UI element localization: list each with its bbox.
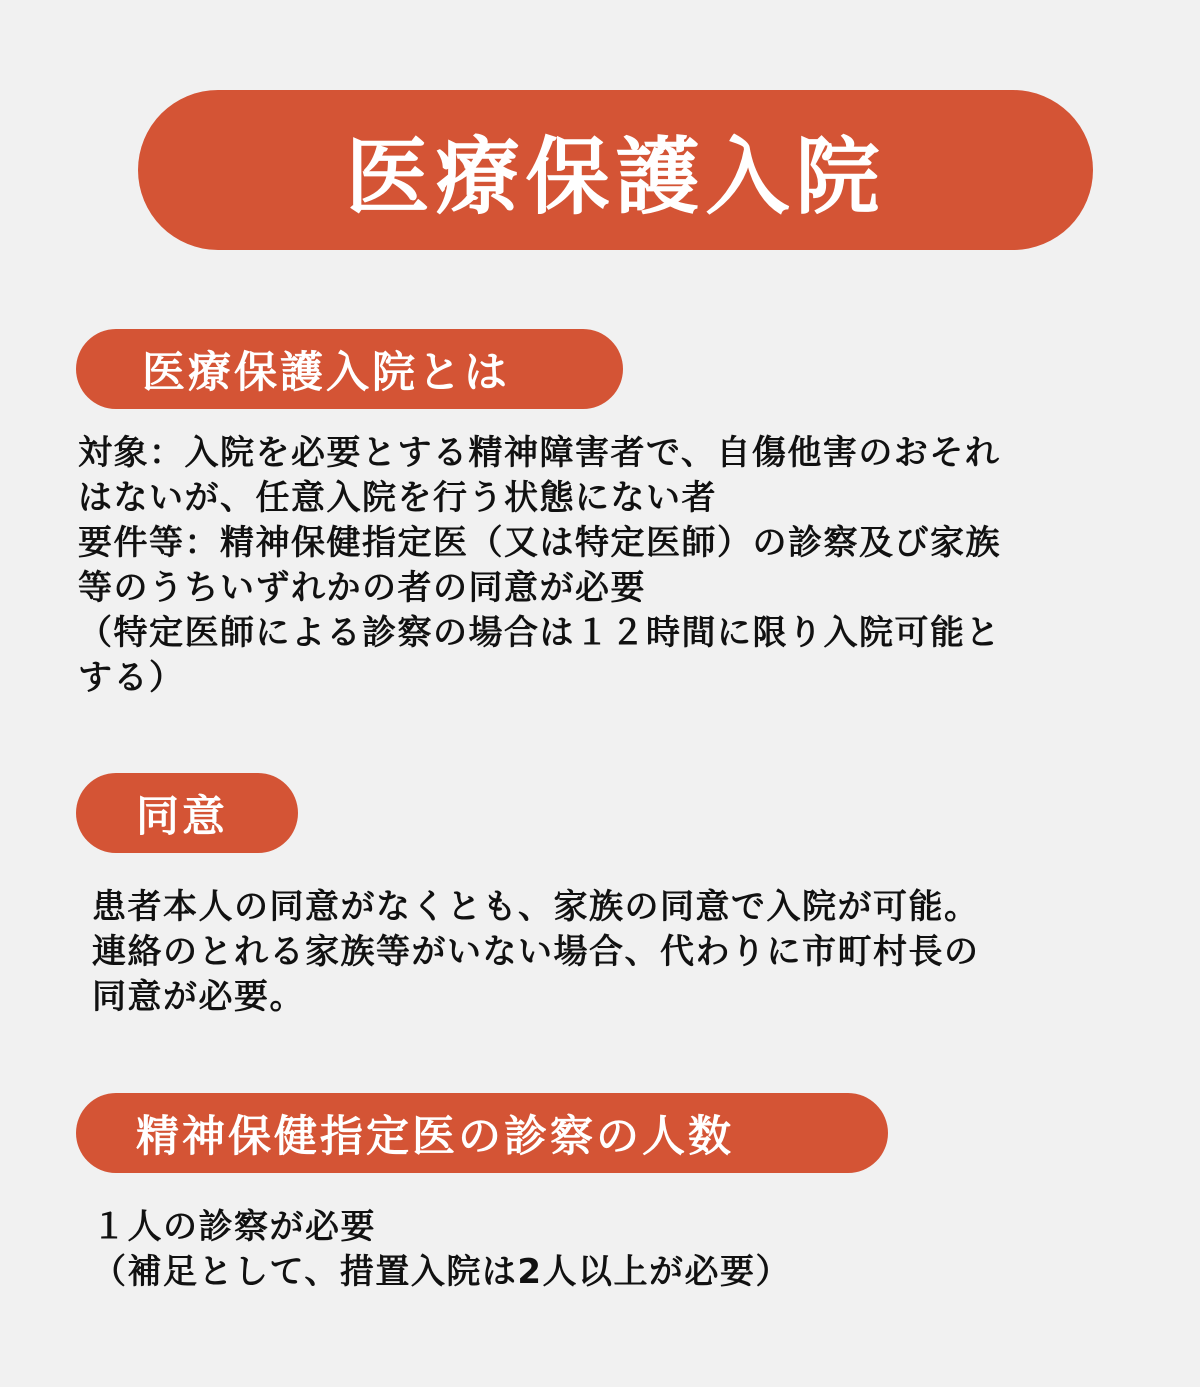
page-title: 医療保護入院 xyxy=(138,90,1093,250)
text-line: （補足として、措置入院は2人以上が必要） xyxy=(92,1252,791,1292)
text-line: 連絡のとれる家族等がいない場合、代わりに市町村長の xyxy=(92,932,980,972)
text-line: する） xyxy=(78,658,185,698)
section-heading-consent: 同意 xyxy=(76,773,298,853)
section-body-about xyxy=(78,431,1001,701)
section-body-examiner-count xyxy=(92,1205,791,1295)
text-line: 患者本人の同意がなくとも、家族の同意で入院が可能。 xyxy=(92,887,980,927)
text-line: 要件等：精神保健指定医（又は特定医師）の診察及び家族 xyxy=(78,523,1001,563)
section-heading-examiner-count: 精神保健指定医の診察の人数 xyxy=(76,1093,888,1173)
text-line: １人の診察が必要 xyxy=(92,1207,376,1247)
text-line: 同意が必要。 xyxy=(92,977,305,1017)
text-line: 対象：入院を必要とする精神障害者で、自傷他害のおそれ xyxy=(78,433,1001,473)
section-heading-about: 医療保護入院とは xyxy=(76,329,623,409)
text-line: 等のうちいずれかの者の同意が必要 xyxy=(78,568,646,608)
text-line: （特定医師による診察の場合は１２時間に限り入院可能と xyxy=(78,613,1001,653)
text-line: はないが、任意入院を行う状態にない者 xyxy=(78,478,717,518)
section-body-consent xyxy=(92,885,980,1020)
